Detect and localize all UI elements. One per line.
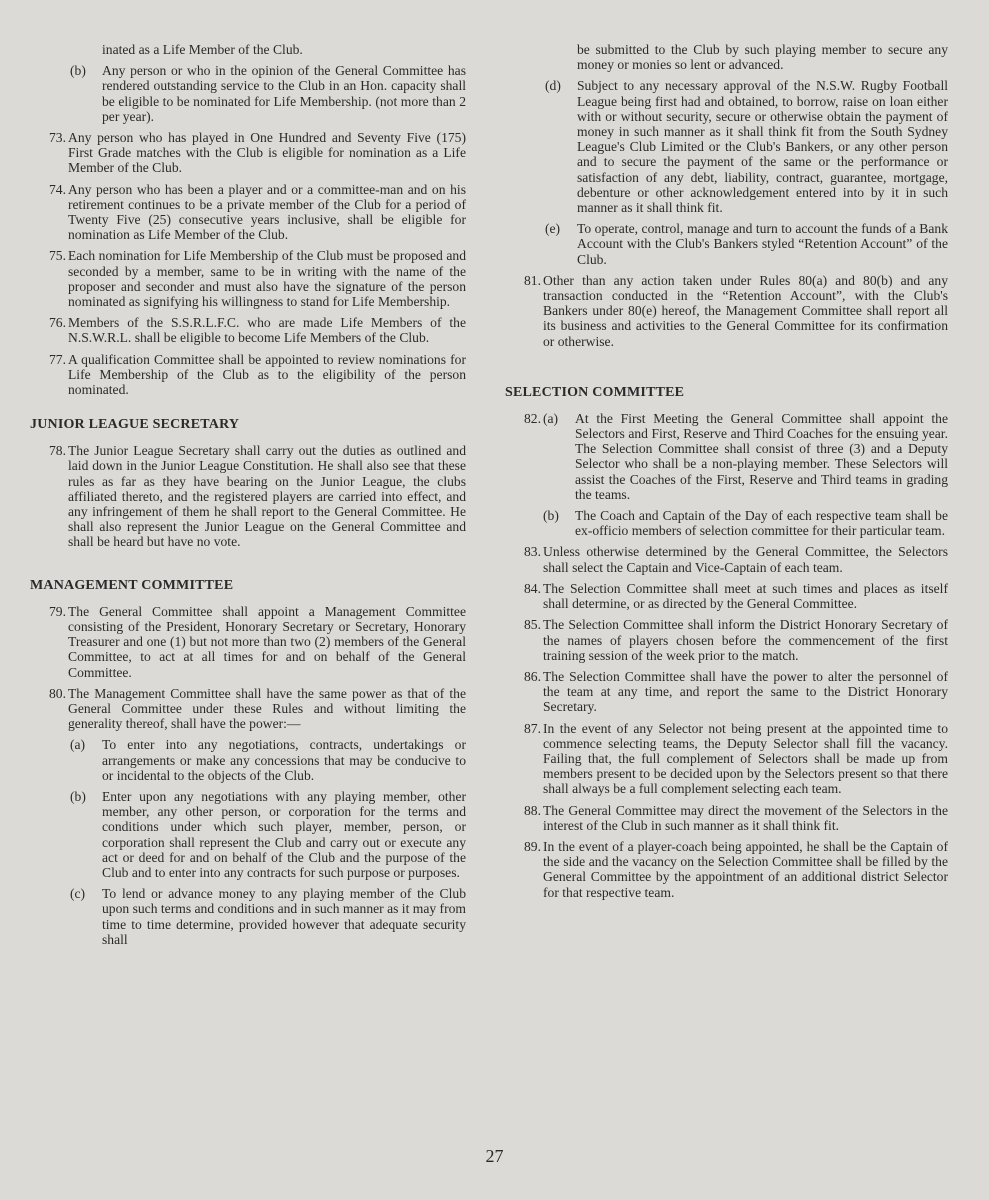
rule-number: 75.: [49, 248, 66, 264]
clause-label: (c): [70, 886, 86, 902]
rule-text: The Selection Committee shall have the power to alter the personnel of the team at any time, and report the same to the District Honorary Secretary.: [543, 668, 948, 715]
rule-text: Each nomination for Life Membership of the Club must be proposed and seconded by a member, same to be in writing with the name of the proposer and seconder and must also have the signature of the person nominated as signifying his willingness to stand for Life Membership.: [68, 248, 466, 310]
rule-79: [30, 604, 466, 680]
section-heading-junior-league-secretary: JUNIOR LEAGUE SECRETARY: [30, 417, 240, 433]
clause-text: Subject to any necessary approval of the N.S.W. Rugby Football League being first had and obtained, to borrow, raise on loan either with or without security, secure or otherwise obtain the payment of money in such manner as it shall think fit from the South Sydney League's Club Limited or the Club's Bankers, or any other person and to secure the payment of the same or the performance or satisfaction of any debt, liability, contract, guarantee, mortgage, debenture or other acknowledgement entered into by it in such manner as it shall think fit.: [577, 78, 948, 216]
rule-number: 76.: [49, 315, 66, 331]
rule-86: [505, 669, 948, 715]
rule-88: [505, 803, 948, 833]
rule-78: [30, 443, 466, 549]
rule-number: 89.: [524, 838, 541, 854]
rule-number: 78.: [49, 443, 66, 459]
clause-text: The Coach and Captain of the Day of each respective team shall be ex-officio members of selection committee for their particular team.: [575, 508, 948, 539]
rule-80b: [30, 789, 466, 880]
rule-text: The General Committee may direct the movement of the Selectors in the interest of the Club in such manner as it shall think fit.: [543, 802, 948, 833]
rule-83: [505, 544, 948, 574]
rule-number: 73.: [49, 130, 66, 146]
rule-number: 83.: [524, 544, 541, 560]
clause-label: (b): [70, 63, 86, 79]
clause-label: (a): [70, 737, 86, 753]
clause-label: (a): [543, 410, 559, 426]
clause-label: (b): [543, 508, 559, 524]
section-heading-management-committee: MANAGEMENT COMMITTEE: [30, 577, 234, 593]
clause-text: At the First Meeting the General Committee shall appoint the Selectors and First, Reserve and Third Coaches for the ensuing year. The Selection Committee shall consist of three (3) and a Deputy Selector who shall be a non-playing member. These Selectors will assist the Coaches of the First, Reserve and Third teams in grading the teams.: [575, 410, 948, 502]
rule-75: [30, 248, 466, 309]
rule-72b: [30, 63, 466, 124]
rule-text: Unless otherwise determined by the General Committee, the Selectors shall select the Captain and Vice-Captain of each team.: [543, 544, 948, 575]
clause-label: (d): [545, 78, 561, 94]
clause-label: (b): [70, 788, 86, 804]
rule-number: 80.: [49, 685, 66, 701]
rule-84: [505, 581, 948, 611]
clause-text: To lend or advance money to any playing member of the Club upon such terms and conditions and in such manner as it may from time to time determine, provided however that adequate security shall: [102, 886, 466, 947]
clause-text: To operate, control, manage and turn to account the funds of a Bank Account with the Club's Bankers styled “Retention Account” of the Club.: [577, 221, 948, 267]
rule-number: 85.: [524, 617, 541, 633]
clause-text: To enter into any negotiations, contracts, undertakings or arrangements or make any concessions that may be conducive to or incidental to the objects of the Club.: [102, 737, 466, 783]
rule-number: 86.: [524, 668, 541, 684]
section-heading-selection-committee: SELECTION COMMITTEE: [505, 384, 685, 400]
rule-text: The Management Committee shall have the same power as that of the General Committee under these Rules and without limiting the generality thereof, shall have the power:—: [68, 685, 466, 732]
rule-82b: [505, 508, 948, 538]
rule-number: 84.: [524, 580, 541, 596]
rule-number: 74.: [49, 181, 66, 197]
right-column: [505, 42, 948, 906]
rule-number: 81.: [524, 272, 541, 288]
rule-80a: [30, 737, 466, 783]
rule-74: [30, 182, 466, 243]
rule-text: The Selection Committee shall inform the District Honorary Secretary of the names of players chosen before the commencement of the first training session of the week prior to the match.: [543, 617, 948, 663]
rule-text: In the event of any Selector not being present at the appointed time to commence selecting teams, the Deputy Selector shall fill the vacancy. Failing that, the full complement of Selectors shall be made up from members present to be decided upon by the Selectors present so that there shall always be a full complement selecting each team.: [543, 720, 948, 797]
clause-text: Enter upon any negotiations with any playing member, other member, any other person, or corporation for the terms and conditions under which such player, member, person, or corporation shall represent the Club and carry out or execute any act or deed for and on behalf of the Club and the purpose of the Club and to enter into any contracts for such purpose or purposes.: [102, 788, 466, 880]
rule-81: [505, 273, 948, 349]
rule-80: [30, 686, 466, 732]
rule-text: Any person who has been a player and or a committee-man and on his retirement continues to be a private member of the Club for a period of Twenty Five (25) consecutive years inclusive, shall be eligible for nomination as Life Member of the Club.: [68, 181, 466, 243]
rule-number: 88.: [524, 802, 541, 818]
rule-77: [30, 352, 466, 398]
rule-85: [505, 617, 948, 663]
rule-text: The General Committee shall appoint a Management Committee consisting of the President, Honorary Secretary or Secretary, Honorary Treasurer and one (1) but not more than two (2) members of the General Committee, to act at all times for and on behalf of the General Committee.: [68, 603, 466, 680]
rule-80e: [505, 221, 948, 267]
rule-89: [505, 839, 948, 900]
rule-73: [30, 130, 466, 176]
continuation-rule-72a: inated as a Life Member of the Club.: [102, 42, 303, 57]
rule-text: The Junior League Secretary shall carry out the duties as outlined and laid down in the Junior League Constitution. He shall also see that these rules as far as they have bearing on the Junior League, the clubs affiliated thereto, and the registered players are carried into effect, and any infringement of them he shall report to the General Committee. He shall also represent the Junior League on the General Committee and shall be heard but have no vote.: [68, 443, 466, 550]
clause-text: Any person or who in the opinion of the General Committee has rendered outstanding service to the Club in an Hon. capacity shall be eligible to be nominated for Life Membership. (not more than 2 per year).: [102, 63, 466, 124]
page-number: 27: [485, 1146, 504, 1166]
rule-text: Other than any action taken under Rules 80(a) and 80(b) and any transaction conducted in the “Retention Account”, with the Club's Bankers under 80(e) hereof, the Management Committee shall report all its business and activities to the General Committee for its confirmation or otherwise.: [543, 272, 948, 349]
rule-text: A qualification Committee shall be appointed to review nominations for Life Membership of the Club as to the eligibility of the person nominated.: [68, 351, 466, 398]
rule-text: In the event of a player-coach being appointed, he shall be the Captain of the side and the vacancy on the Selection Committee shall be filled by the General Committee by the appointment of an additional district Selector for that respective team.: [543, 838, 948, 900]
rule-text: Members of the S.S.R.L.F.C. who are made Life Members of the N.S.W.R.L. shall be eligible to become Life Members of the Club.: [68, 315, 466, 346]
left-column: [30, 42, 466, 953]
rule-82a: [505, 411, 948, 502]
rule-text: Any person who has played in One Hundred and Seventy Five (175) First Grade matches with the Club is eligible for nomination as a Life Member of the Club.: [68, 130, 466, 176]
rule-80d: [505, 78, 948, 215]
rule-number: 77.: [49, 351, 66, 367]
rule-80c: [30, 886, 466, 947]
rule-number: 79.: [49, 603, 66, 619]
continuation-rule-80c: be submitted to the Club by such playing member to secure any money or monies so lent or advanced.: [577, 42, 948, 73]
rule-text: The Selection Committee shall meet at such times and places as itself shall determine, or as directed by the General Committee.: [543, 580, 948, 612]
rule-number: 82.: [524, 410, 541, 426]
rule-number: 87.: [524, 720, 541, 736]
rule-76: [30, 315, 466, 345]
rule-87: [505, 721, 948, 797]
clause-label: (e): [545, 221, 561, 237]
